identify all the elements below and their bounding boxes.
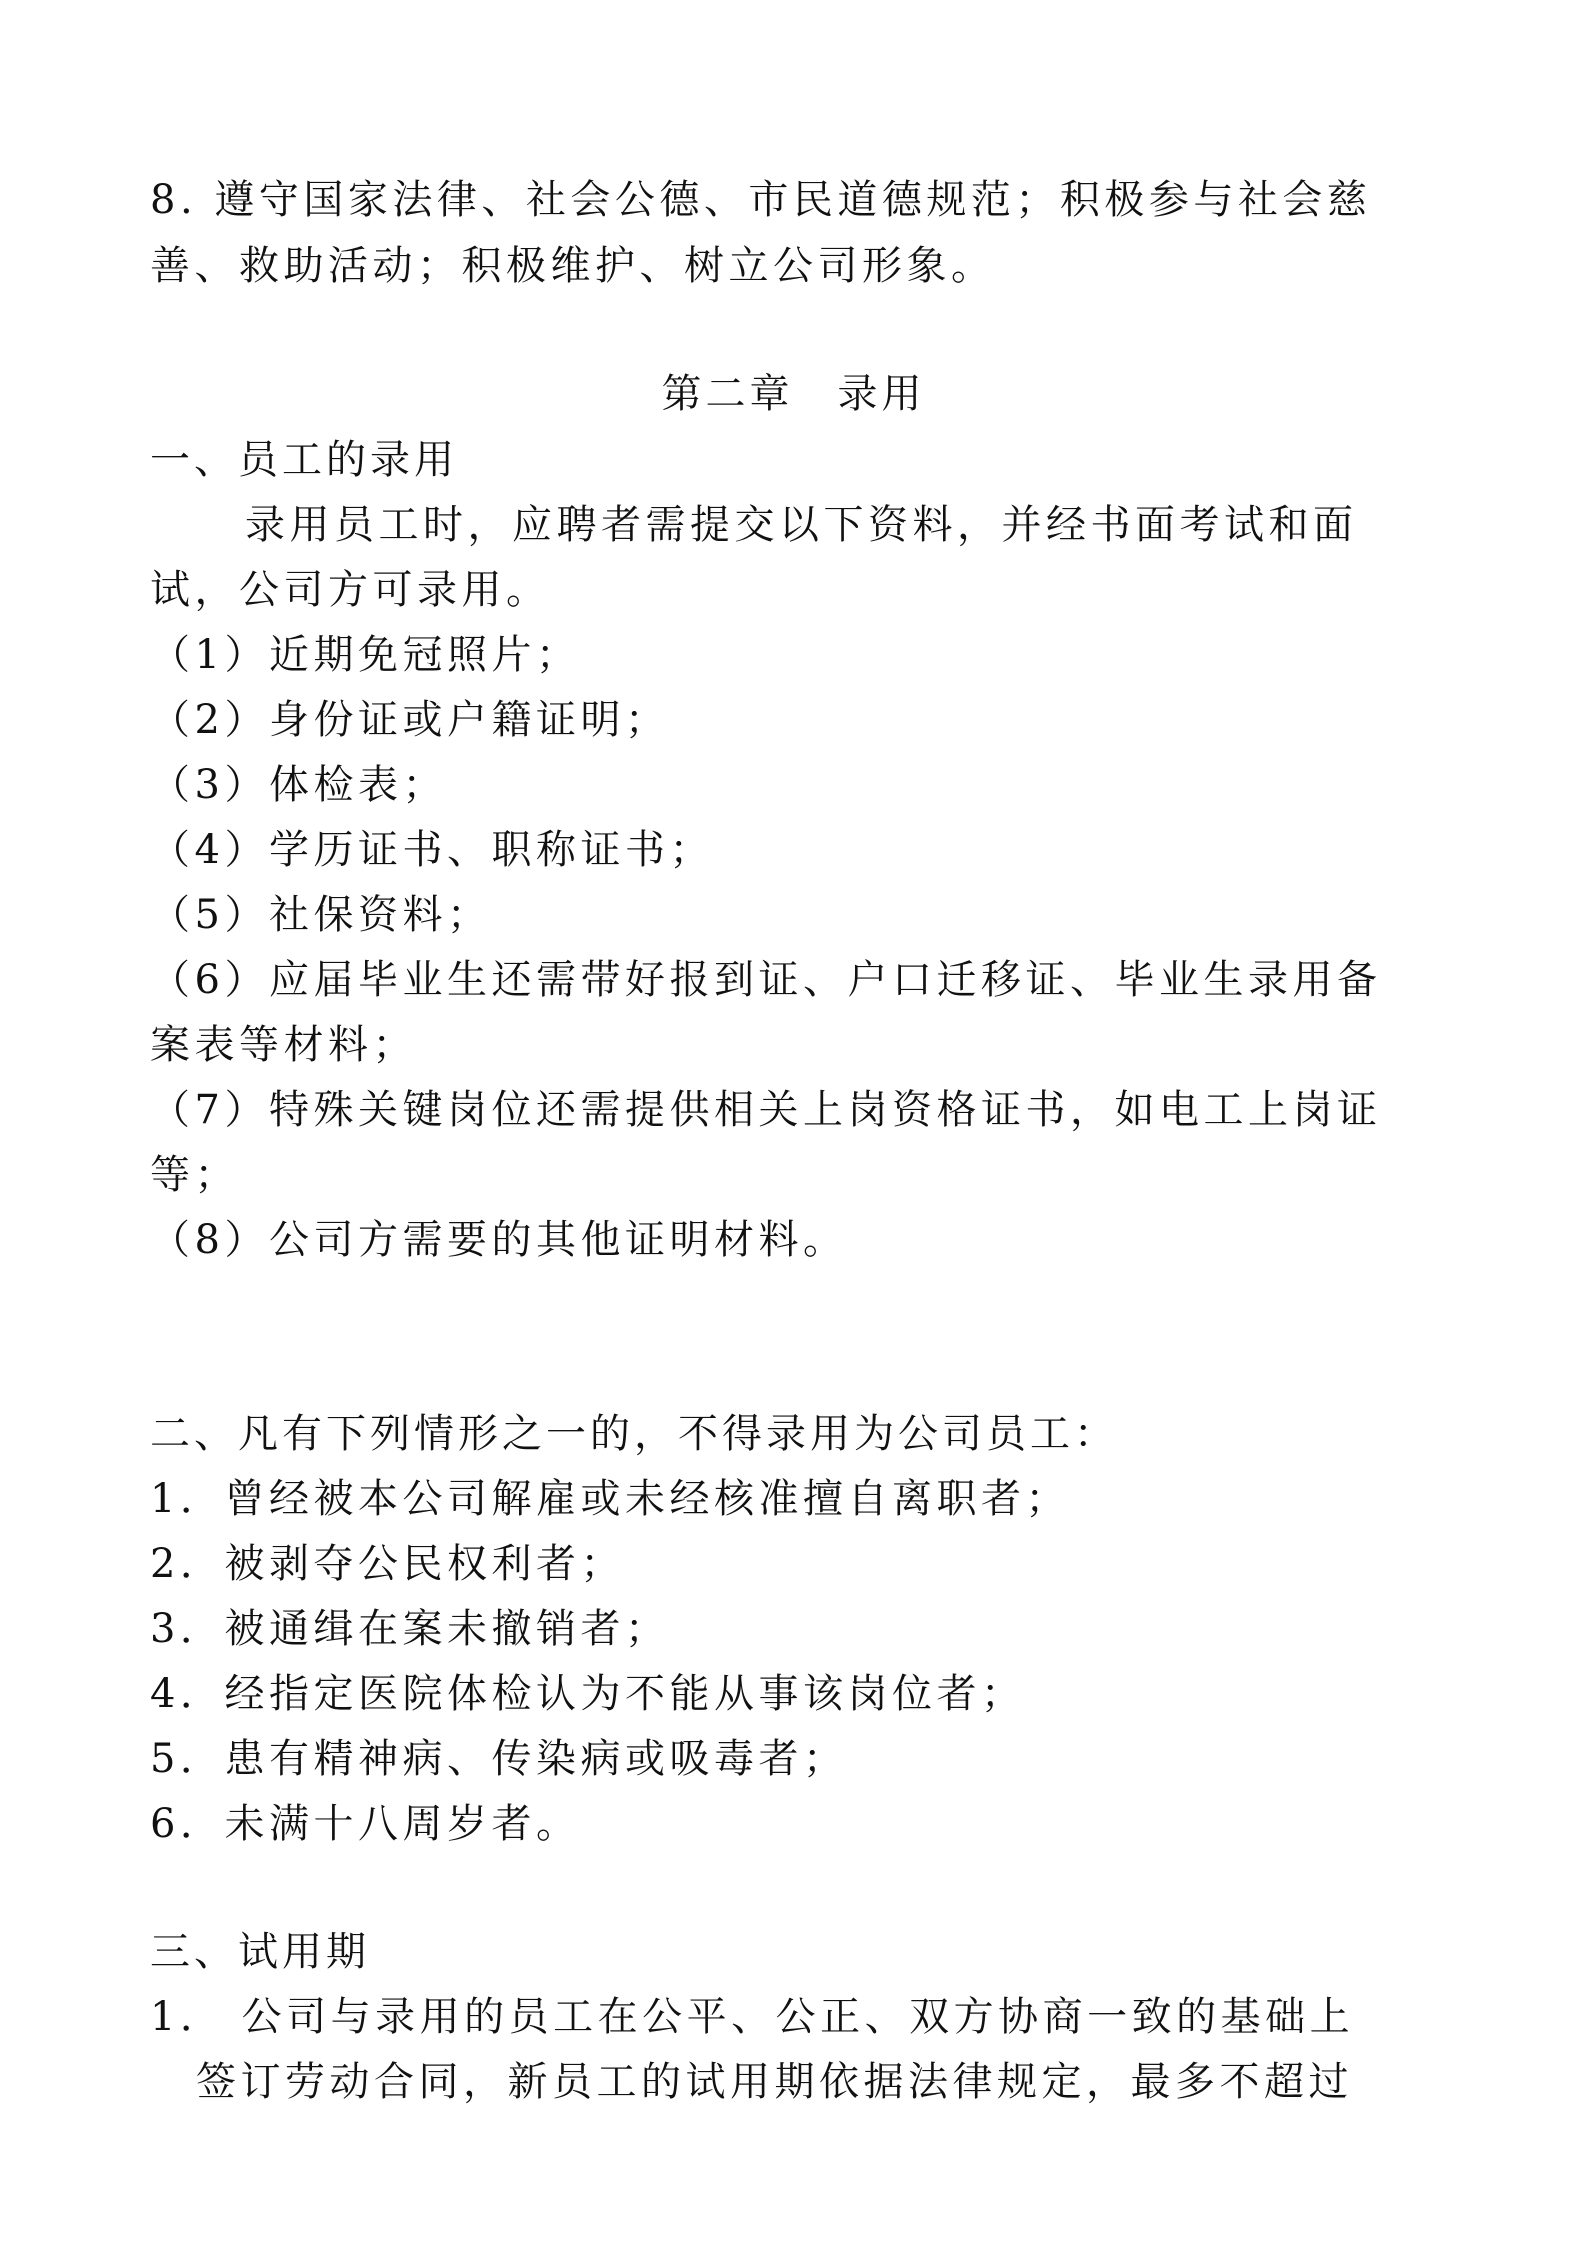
section-1-heading: 一、员工的录用 xyxy=(150,437,458,483)
list-item: 1．曾经被本公司解雇或未经核准擅自离职者； xyxy=(150,1476,1070,1522)
list-item: （6）应届毕业生还需带好报到证、户口迁移证、毕业生录用备 xyxy=(150,957,1382,1003)
list-item: （7）特殊关键岗位还需提供相关上岗资格证书，如电工上岗证 xyxy=(150,1087,1382,1133)
list-item: 4．经指定医院体检认为不能从事该岗位者； xyxy=(150,1671,1026,1717)
section-3-item-1-line-2: 签订劳动合同，新员工的试用期依据法律规定，最多不超过 xyxy=(196,2059,1353,2105)
list-item: （2）身份证或户籍证明； xyxy=(150,697,670,743)
section-1-intro-line-1: 录用员工时，应聘者需提交以下资料，并经书面考试和面 xyxy=(245,502,1358,548)
section-2-heading: 二、凡有下列情形之一的，不得录用为公司员工： xyxy=(150,1411,1118,1457)
list-item: （3）体检表； xyxy=(150,762,447,808)
list-item: 5．患有精神病、传染病或吸毒者； xyxy=(150,1736,848,1782)
list-item: 3．被通缉在案未撤销者； xyxy=(150,1606,670,1652)
list-item: 2．被剥夺公民权利者； xyxy=(150,1541,625,1587)
section-3-heading: 三、试用期 xyxy=(150,1929,370,1975)
section-1-intro-line-2: 试，公司方可录用。 xyxy=(150,567,551,613)
chapter-title: 第二章 录用 xyxy=(661,371,926,417)
list-item: （8）公司方需要的其他证明材料。 xyxy=(150,1217,848,1263)
section-3-item-1-line-1: 1． 公司与录用的员工在公平、公正、双方协商一致的基础上 xyxy=(150,1994,1355,2040)
item-8-line-1: 8. 遵守国家法律、社会公德、市民道德规范；积极参与社会慈 xyxy=(150,177,1372,223)
list-item: 6．未满十八周岁者。 xyxy=(150,1801,581,1847)
list-item: （4）学历证书、职称证书； xyxy=(150,827,714,873)
list-item: （1）近期免冠照片； xyxy=(150,632,581,678)
item-8-line-2: 善、救助活动；积极维护、树立公司形象。 xyxy=(150,243,996,289)
list-item: （5）社保资料； xyxy=(150,892,492,938)
list-item-continuation: 等； xyxy=(150,1152,239,1198)
list-item-continuation: 案表等材料； xyxy=(150,1022,417,1068)
